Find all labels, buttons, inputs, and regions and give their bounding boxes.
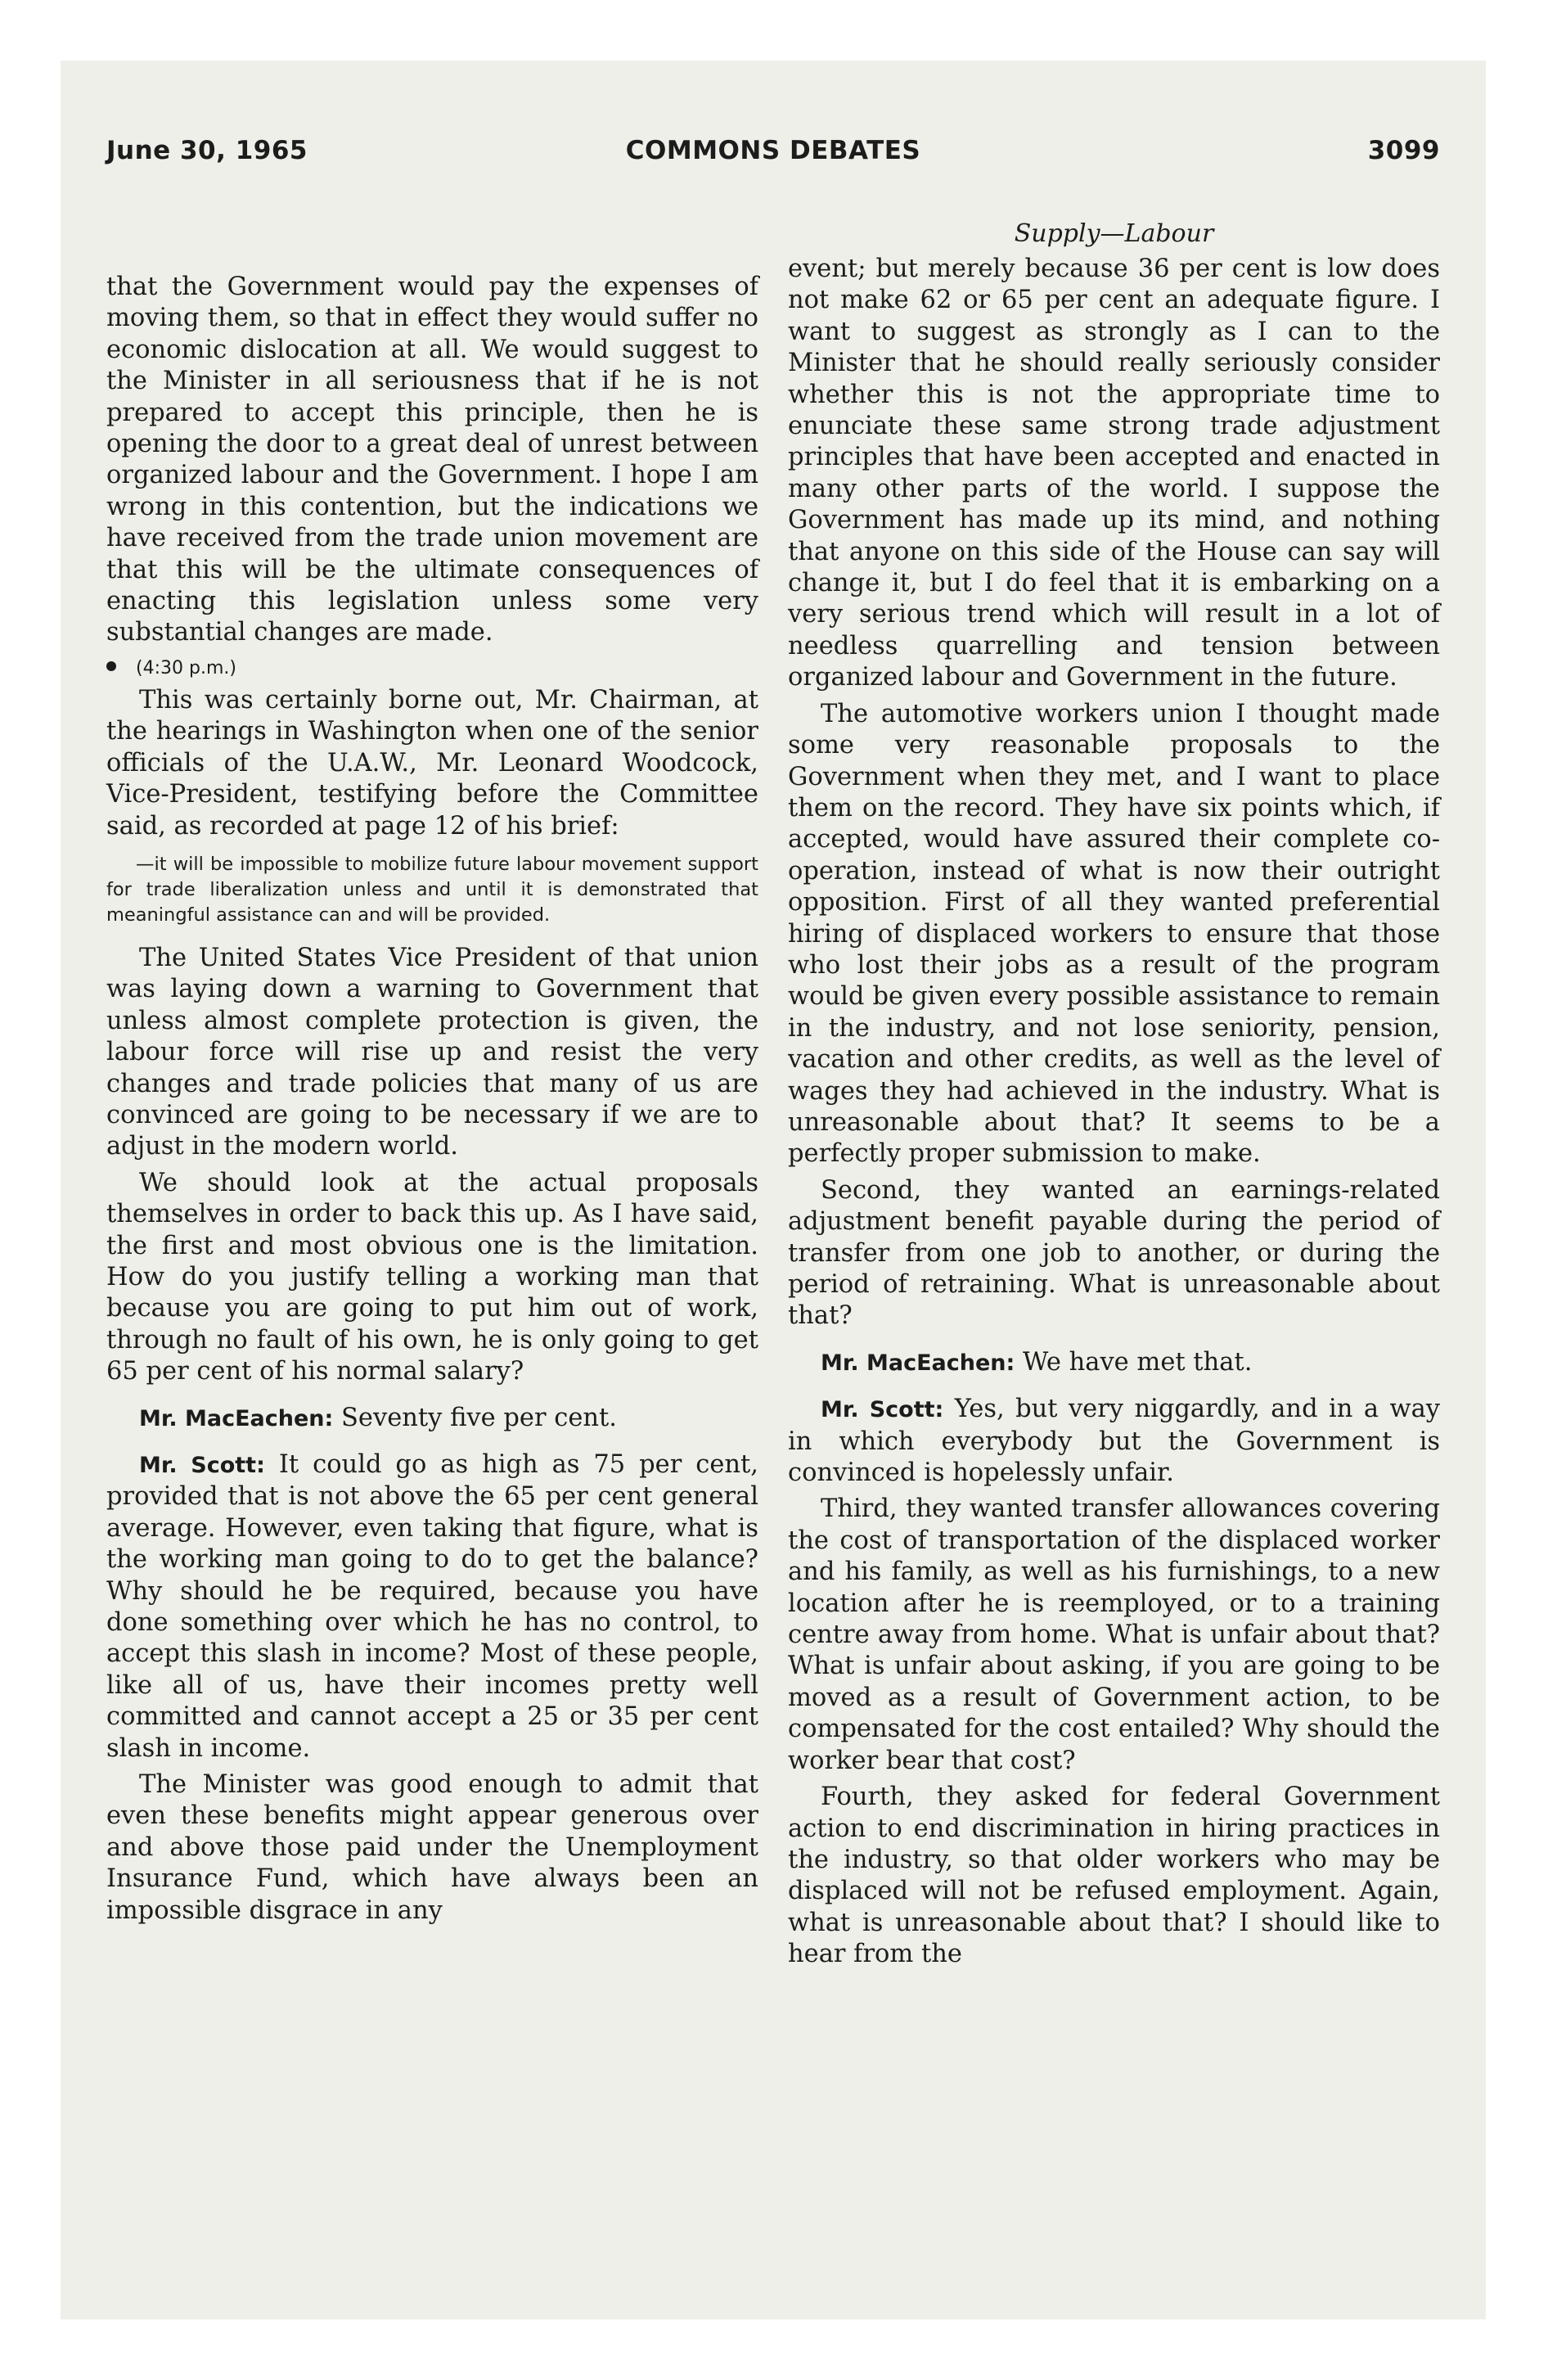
header-title: COMMONS DEBATES xyxy=(625,136,921,165)
speech xyxy=(106,1403,758,1435)
paragraph: The automotive workers union I thought made some very reasonable proposals to the Government when they met, and I want to place them on the record. They have six points which, if accepted, would have assured their complete co-operation, instead of what is now their outright opposition. First of all they wanted preferential hiring of displaced workers to ensure that those who lost their jobs as a result of the program would be given every possible assistance to remain in the industry, and not lose seniority, pension, vacation and other credits, as well as the level of wages they had achieved in the industry. What is unreasonable about that? It seems to be a perfectly proper submission to make. xyxy=(788,699,1440,1169)
paragraph: Third, they wanted transfer allowances covering the cost of transportation of the displaced worker and his family, as well as his furnishings, to a new location after he is reemployed, or to a training centre away from home. What is unfair about that? What is unfair about asking, if you are going to be moved as a result of Government action, to be compensated for the cost entailed? Why should the worker bear that cost? xyxy=(788,1494,1440,1775)
bullet-icon xyxy=(106,661,116,671)
left-column xyxy=(106,272,758,1931)
speaker-name: Mr. Scott: xyxy=(139,1453,265,1478)
speaker-name: Mr. MacEachen: xyxy=(139,1405,334,1431)
quote-text: —it will be impossible to mobilize future labour movement support for trade liberalization unless and until it is demonstrated that meaningful assistance can and will be provided. xyxy=(106,853,758,926)
section-subhead: Supply—Labour xyxy=(1014,219,1214,248)
paragraph: We should look at the actual proposals themselves in order to back this up. As I have said, the first and most obvious one is the limitation. How do you justify telling a working man that because you are going to put him out of work, through no fault of his own, he is only going to get 65 per cent of his normal salary? xyxy=(106,1168,758,1386)
document-page xyxy=(61,61,1486,2319)
page-header xyxy=(106,136,1440,177)
paragraph: event; but merely because 36 per cent is low does not make 62 or 65 per cent an adequate figure. I want to suggest as strongly as I can to the Minister that he should really seriously consider whether this is not the appropriate time to enunciate these same strong trade adjustment principles that have been accepted and enacted in many other parts of the world. I suppose the Government has made up its mind, and nothing that anyone on this side of the House can say will change it, but I do feel that it is embarking on a very serious trend which will result in a lot of needless quarrelling and tension between organized labour and Government in the future. xyxy=(788,255,1440,692)
speech-text: Yes, but very niggardly, and in a way in which everybody but the Government is convinced is hopelessly unfair. xyxy=(788,1395,1440,1488)
speech-text: We have met that. xyxy=(1023,1347,1253,1377)
speaker-name: Mr. MacEachen: xyxy=(821,1350,1015,1376)
time-marker-text: (4:30 p.m.) xyxy=(136,657,236,678)
speech xyxy=(106,1449,758,1765)
paragraph: The United States Vice President of that union was laying down a warning to Government that unless almost complete protection is given, the labour force will rise up and resist the very changes and trade policies that many of us are convinced are going to be necessary if we are to adjust in the modern world. xyxy=(106,943,758,1161)
speech-text: Seventy five per cent. xyxy=(341,1403,617,1432)
paragraph: Second, they wanted an earnings-related adjustment benefit payable during the period of transfer from one job to another, or during the period of retraining. What is unreasonable about that? xyxy=(788,1175,1440,1331)
paragraph: This was certainly borne out, Mr. Chairman, at the hearings in Washington when one of the senior officials of the U.A.W., Mr. Leonard Woodcock, Vice-President, testifying before the Committee said, as recorded at page 12 of his brief: xyxy=(106,685,758,841)
block-quote xyxy=(106,852,758,928)
speaker-name: Mr. Scott: xyxy=(821,1397,944,1423)
speech xyxy=(788,1347,1440,1379)
paragraph: Fourth, they asked for federal Government action to end discrimination in hiring practices in the industry, so that older workers who may be displaced will not be refused employment. Again, what is unreasonable about that? I should like to hear from the xyxy=(788,1783,1440,1969)
paragraph: The Minister was good enough to admit that even these benefits might appear generous over and above those paid under the Unemployment Insurance Fund, which have always been an impossible disgrace in any xyxy=(106,1770,758,1925)
header-page-number: 3099 xyxy=(1367,136,1440,165)
header-date: June 30, 1965 xyxy=(106,136,308,165)
paragraph: that the Government would pay the expenses of moving them, so that in effect they would suffer no economic dislocation at all. We would suggest to the Minister in all seriousness that if he is not prepared to accept this principle, then he is opening the door to a great deal of unrest between organized labour and the Government. I hope I am wrong in this contention, but the indications we have received from the trade union movement are that this will be the ultimate consequences of enacting this legislation unless some very substantial changes are made. xyxy=(106,273,758,647)
right-column xyxy=(788,218,1440,1976)
time-marker xyxy=(106,654,758,683)
speech xyxy=(788,1394,1440,1489)
speech-text: It could go as high as 75 per cent, provided that is not above the 65 per cent general average. However, even taking that figure, what is the working man going to do to get the balance? Why should he be required, because you have done something over which he has no control, to accept this slash in income? Most of these people, like all of us, have their incomes pretty well committed and cannot accept a 25 or 35 per cent slash in income. xyxy=(106,1450,759,1763)
